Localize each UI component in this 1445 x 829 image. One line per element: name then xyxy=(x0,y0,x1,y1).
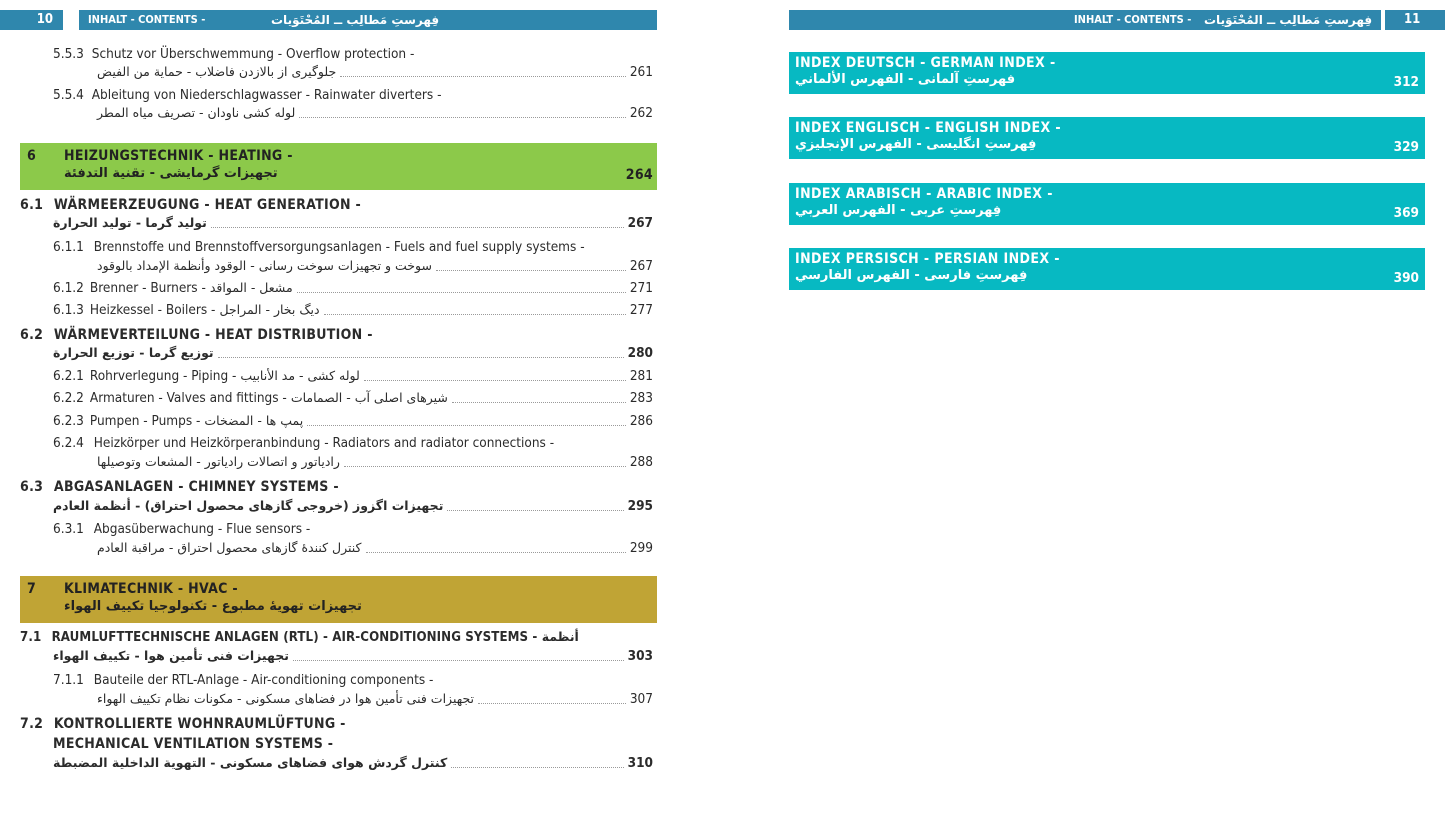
section-arabic: توزیع گرما - توزيع الحرارة xyxy=(53,345,214,360)
entry-title: Schutz vor Überschwemmung - Overflow protection - xyxy=(91,46,415,62)
entry-title: Brennstoffe und Brennstoffversorgungsanlagen - Fuels and fuel supply systems - xyxy=(93,239,585,255)
toc-entry-6-3-1-arabic[interactable] xyxy=(97,540,653,556)
section-page: 310 xyxy=(627,755,653,771)
entry-arabic: رادیاتور و اتصالات رادیاتور - المشعات وتوصيلها xyxy=(97,454,340,469)
entry-page: 262 xyxy=(629,105,653,121)
dot-leader xyxy=(344,466,626,467)
section-title-arabic-tail: أنظمة xyxy=(541,629,579,644)
section-page: 303 xyxy=(627,648,653,664)
entry-arabic: سوخت و تجهیزات سوخت رسانی - الوقود وأنظمة الإمداد بالوقود xyxy=(97,258,432,273)
toc-entry-6-1-3[interactable] xyxy=(53,302,653,318)
header-arabic: فِهرستِ مَطالِب ــ المُحْتَوَيات xyxy=(1204,13,1373,27)
toc-section-6-2-arabic[interactable] xyxy=(53,345,653,361)
toc-entry-6-1-1-arabic[interactable] xyxy=(97,258,653,274)
toc-entry-6-2-1[interactable] xyxy=(53,368,653,384)
entry-arabic: تجهیزات فنی تأمین هوا در فضاهای مسکونی - مكونات نظام تكييف الهواء xyxy=(97,691,475,706)
toc-section-6-3[interactable] xyxy=(20,479,339,495)
page-number-box xyxy=(1385,10,1445,30)
section-title: ABGASANLAGEN - CHIMNEY SYSTEMS - xyxy=(53,479,339,495)
toc-entry-6-2-4[interactable] xyxy=(53,435,554,451)
entry-page: 271 xyxy=(629,280,653,296)
chapter-number: 7 xyxy=(27,581,37,597)
page-header xyxy=(789,10,1381,30)
index-page: 312 xyxy=(1393,74,1419,90)
entry-arabic: لوله کشی - مد الأنابيب xyxy=(240,368,360,383)
entry-page: 286 xyxy=(629,413,653,429)
dot-leader xyxy=(324,314,626,315)
entry-page: 283 xyxy=(629,390,653,406)
index-german-box[interactable] xyxy=(789,52,1425,94)
page-number: 11 xyxy=(1404,12,1421,27)
entry-page: 277 xyxy=(629,302,653,318)
right-page xyxy=(785,0,1445,829)
page-number-box xyxy=(0,10,63,30)
section-arabic: تجهیزات اگزوز (خروجی گازهای محصول احتراق) - أنظمة العادم xyxy=(53,498,444,513)
dot-leader xyxy=(211,227,624,228)
toc-section-6-1[interactable] xyxy=(20,197,361,213)
chapter-title: HEIZUNGSTECHNIK - HEATING - xyxy=(64,148,293,164)
dot-leader xyxy=(366,552,626,553)
index-persian-box[interactable] xyxy=(789,248,1425,290)
chapter-arabic: تجهیزات تهویهٔ مطبوع - تكنولوجيا تكييف الهواء xyxy=(64,599,362,614)
dot-leader xyxy=(452,402,626,403)
entry-number: 6.1.3 xyxy=(53,302,84,318)
toc-entry-5-5-3-arabic[interactable] xyxy=(97,64,653,80)
index-title: INDEX ENGLISCH - ENGLISH INDEX - xyxy=(795,120,1062,136)
toc-section-7-2-arabic[interactable] xyxy=(53,755,653,771)
chapter-6-box[interactable] xyxy=(20,143,657,190)
entry-title: Brenner - Burners - xyxy=(89,280,206,296)
dot-leader xyxy=(364,380,626,381)
section-number: 6.2 xyxy=(20,327,44,343)
index-arabic: فِهرستِ انگلیسی - الفهرس الإنجليزي xyxy=(795,137,1037,152)
dot-leader xyxy=(451,767,623,768)
entry-title: Rohrverlegung - Piping - xyxy=(89,368,237,384)
chapter-title: KLIMATECHNIK - HVAC - xyxy=(64,581,238,597)
toc-section-7-2[interactable] xyxy=(20,716,346,732)
entry-arabic: کنترل کنندهٔ گازهای محصول احتراق - مراقبة العادم xyxy=(97,540,362,555)
section-title: WÄRMEVERTEILUNG - HEAT DISTRIBUTION - xyxy=(53,327,373,343)
entry-title: Armaturen - Valves and fittings - xyxy=(89,390,287,406)
entry-number: 6.2.2 xyxy=(53,390,84,406)
entry-title: Bauteile der RTL-Anlage - Air-conditioning components - xyxy=(93,672,434,688)
entry-page: 288 xyxy=(629,454,653,470)
page-number: 10 xyxy=(36,12,53,27)
entry-number: 6.2.1 xyxy=(53,368,84,384)
toc-entry-5-5-4-arabic[interactable] xyxy=(97,105,653,121)
toc-section-6-3-arabic[interactable] xyxy=(53,498,653,514)
section-page: 280 xyxy=(627,345,653,361)
header-arabic: فِهرستِ مَطالِب ــ المُحْتَوَيات xyxy=(271,13,440,27)
toc-entry-6-1-1[interactable] xyxy=(53,239,585,255)
section-arabic: کنترل گردش هوای فضاهای مسکونی - التهوية الداخلية المضبطة xyxy=(53,755,448,770)
dot-leader xyxy=(436,270,626,271)
toc-section-6-1-arabic[interactable] xyxy=(53,215,653,231)
index-arabic: فِهرستِ فارسی - الفهرس الفارسي xyxy=(795,268,1028,283)
chapter-number: 6 xyxy=(27,148,37,164)
index-title: INDEX PERSISCH - PERSIAN INDEX - xyxy=(795,251,1060,267)
page-header xyxy=(79,10,657,30)
entry-title: Heizkessel - Boilers - xyxy=(89,302,216,318)
dot-leader xyxy=(447,510,623,511)
section-page: 295 xyxy=(627,498,653,514)
toc-section-6-2[interactable] xyxy=(20,327,373,343)
toc-entry-6-2-2[interactable] xyxy=(53,390,653,406)
toc-entry-6-1-2[interactable] xyxy=(53,280,653,296)
entry-number: 6.1.1 xyxy=(53,239,84,255)
dot-leader xyxy=(299,117,626,118)
section-title: RAUMLUFTTECHNISCHE ANLAGEN (RTL) - AIR-CONDITIONING SYSTEMS - xyxy=(51,630,538,645)
entry-arabic: لوله کشی ناودان - تصريف مياه المطر xyxy=(97,105,296,120)
entry-number: 5.5.4 xyxy=(53,87,84,103)
dot-leader xyxy=(297,292,626,293)
section-title: WÄRMEERZEUGUNG - HEAT GENERATION - xyxy=(53,197,362,213)
section-arabic: تولید گرما - توليد الحرارة xyxy=(53,215,207,230)
toc-entry-7-1-1-arabic[interactable] xyxy=(97,691,653,707)
entry-number: 6.3.1 xyxy=(53,521,84,537)
section-title: KONTROLLIERTE WOHNRAUMLÜFTUNG - xyxy=(53,716,346,732)
chapter-arabic: تجهیزات گرمایشی - تقنية التدفئة xyxy=(64,166,278,181)
entry-page: 261 xyxy=(629,64,653,80)
dot-leader xyxy=(218,357,624,358)
index-arabic: فهرستِ آلمانی - الفهرس الألماني xyxy=(795,72,1016,87)
dot-leader xyxy=(307,425,626,426)
chapter-7-box[interactable] xyxy=(20,576,657,623)
dot-leader xyxy=(293,660,624,661)
entry-arabic: دیگ بخار - المراجل xyxy=(219,302,320,317)
entry-arabic: شیرهای اصلی آب - الصمامات xyxy=(290,390,448,405)
left-page xyxy=(0,0,660,829)
section-page: 267 xyxy=(627,215,653,231)
toc-section-7-1-arabic[interactable] xyxy=(53,648,653,664)
section-number: 6.3 xyxy=(20,479,44,495)
toc-entry-6-3-1[interactable] xyxy=(53,521,310,537)
index-page: 329 xyxy=(1393,139,1419,155)
index-title: INDEX DEUTSCH - GERMAN INDEX - xyxy=(795,55,1056,71)
section-arabic: تجهیزات فنی تأمین هوا - تكييف الهواء xyxy=(53,648,289,663)
dot-leader xyxy=(340,76,626,77)
chapter-page: 264 xyxy=(625,167,653,183)
entry-page: 281 xyxy=(629,368,653,384)
entry-page: 267 xyxy=(629,258,653,274)
index-page: 390 xyxy=(1393,270,1419,286)
entry-number: 7.1.1 xyxy=(53,672,84,688)
entry-page: 299 xyxy=(629,540,653,556)
section-number: 7.1 xyxy=(20,630,42,645)
dot-leader xyxy=(478,703,626,704)
entry-arabic: پمپ ها - المضخات xyxy=(204,413,304,428)
entry-title: Heizkörper und Heizkörperanbindung - Radiators and radiator connections - xyxy=(93,435,555,451)
section-number: 7.2 xyxy=(20,716,44,732)
index-arabic-box[interactable] xyxy=(789,183,1425,225)
toc-section-7-1[interactable] xyxy=(20,629,579,645)
entry-arabic: مشعل - المواقد xyxy=(209,280,293,295)
entry-page: 307 xyxy=(629,691,653,707)
toc-entry-6-2-4-arabic[interactable] xyxy=(97,454,653,470)
index-page: 369 xyxy=(1393,205,1419,221)
entry-title: Abgasüberwachung - Flue sensors - xyxy=(93,521,311,537)
index-arabic: فِهرستِ عربی - الفهرس العربي xyxy=(795,203,1002,218)
header-latin: INHALT - CONTENTS - xyxy=(1074,13,1192,26)
entry-number: 6.2.4 xyxy=(53,435,84,451)
toc-entry-5-5-4[interactable] xyxy=(53,87,441,103)
toc-section-7-2-title-line2: MECHANICAL VENTILATION SYSTEMS - xyxy=(53,736,334,752)
entry-arabic: جلوگیری از بالازدن فاضلاب - حماية من الفيض xyxy=(97,64,337,79)
entry-number: 6.2.3 xyxy=(53,413,84,429)
toc-entry-6-2-3[interactable] xyxy=(53,413,653,429)
entry-number: 6.1.2 xyxy=(53,280,84,296)
index-english-box[interactable] xyxy=(789,117,1425,159)
index-title: INDEX ARABISCH - ARABIC INDEX - xyxy=(795,186,1053,202)
entry-number: 5.5.3 xyxy=(53,46,84,62)
entry-title: Pumpen - Pumps - xyxy=(89,413,201,429)
toc-entry-7-1-1[interactable] xyxy=(53,672,433,688)
toc-entry-5-5-3[interactable] xyxy=(53,46,414,62)
header-latin: INHALT - CONTENTS - xyxy=(88,13,206,26)
section-number: 6.1 xyxy=(20,197,44,213)
entry-title: Ableitung von Niederschlagwasser - Rainwater diverters - xyxy=(91,87,442,103)
